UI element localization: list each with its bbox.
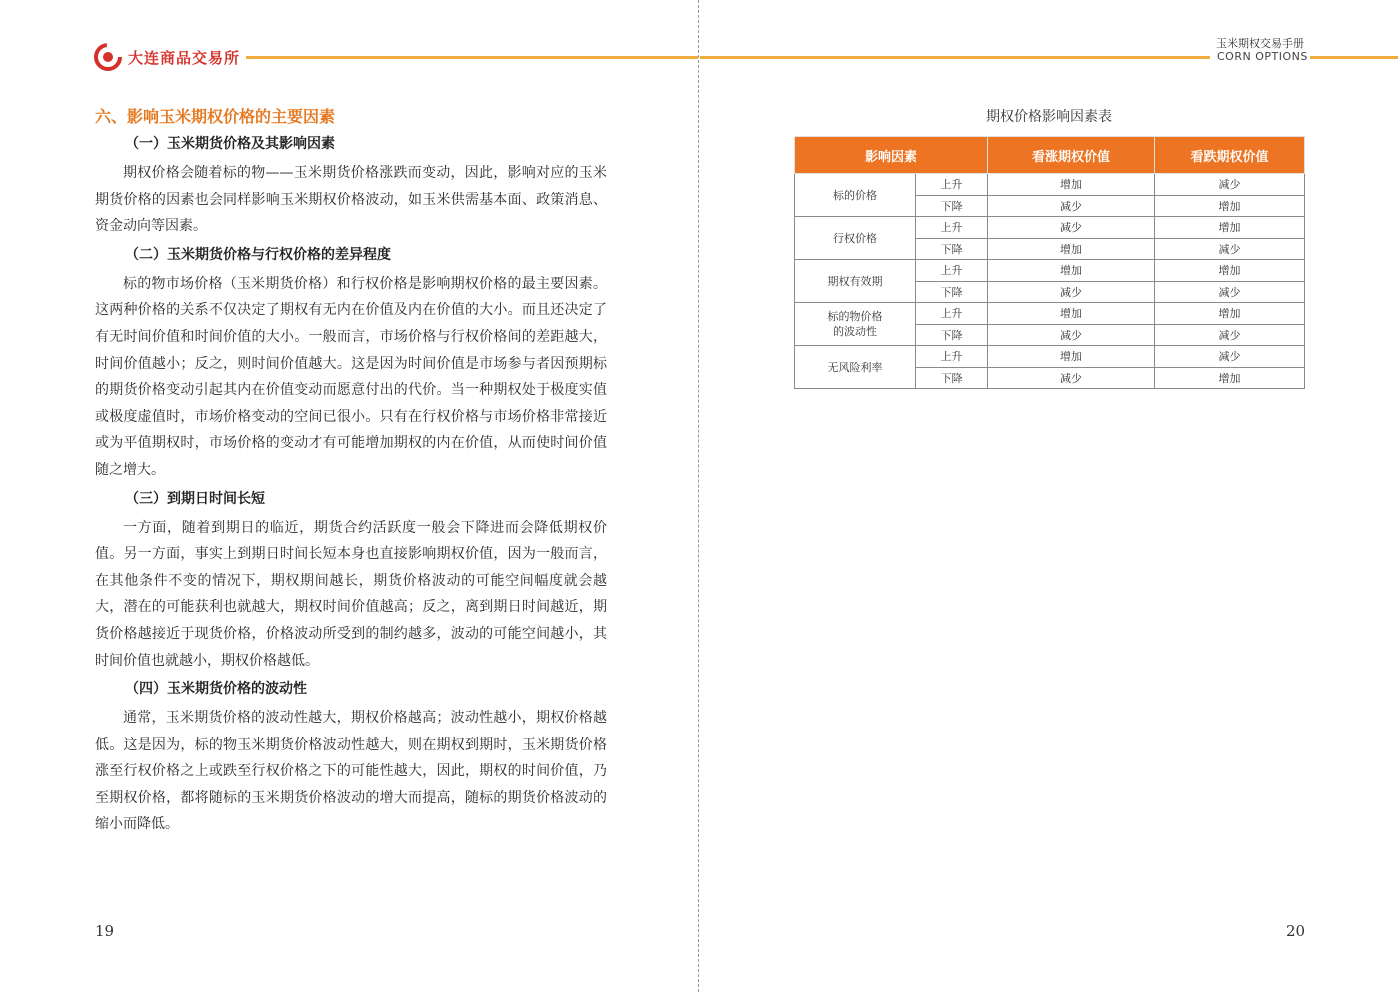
factor-cell: 行权价格 <box>795 217 916 260</box>
left-page-body <box>95 104 607 842</box>
paragraph-3: 一方面，随着到期日的临近，期货合约活跃度一般会下降进而会降低期权价值。另一方面，事实上到期日时间长短本身也直接影响期权价值，因为一般而言，在其他条件不变的情况下，期权期间越长，期货价格波动的可能空间幅度就会越大，潜在的可能获利也就越大，期权时间价值越高；反之，离到期日时间越近，期货价格越接近于现货价格，价格波动所受到的制约越多，波动的可能空间越小，其时间价值也就越小，期权价格越低。 <box>95 519 607 669</box>
direction-cell: 下降 <box>916 324 988 346</box>
call-effect-cell: 减少 <box>988 217 1155 239</box>
page-number-right: 20 <box>1286 922 1306 940</box>
call-effect-cell: 减少 <box>988 367 1155 389</box>
exchange-logo-icon <box>93 42 123 72</box>
section-title: 六、影响玉米期权价格的主要因素 <box>95 107 336 126</box>
subsection-title-4: （四）玉米期货价格的波动性 <box>125 681 307 698</box>
call-effect-cell: 增加 <box>988 303 1155 325</box>
direction-cell: 上升 <box>916 174 988 196</box>
paragraph-1: 期权价格会随着标的物——玉米期货价格涨跌而变动，因此，影响对应的玉米期货价格的因素也会同样影响玉米期权价格波动，如玉米供需基本面、政策消息、资金动向等因素。 <box>95 165 607 235</box>
put-effect-cell: 增加 <box>1155 303 1305 325</box>
factor-cell: 期权有效期 <box>795 260 916 303</box>
table-row <box>795 303 1305 325</box>
call-effect-cell: 增加 <box>988 260 1155 282</box>
handbook-subtitle: CORN OPTIONS <box>1217 50 1308 63</box>
header-rule-left <box>246 56 698 59</box>
header-factor: 影响因素 <box>795 137 988 174</box>
call-effect-cell: 增加 <box>988 346 1155 368</box>
direction-cell: 下降 <box>916 281 988 303</box>
call-effect-cell: 减少 <box>988 281 1155 303</box>
put-effect-cell: 减少 <box>1155 346 1305 368</box>
call-effect-cell: 增加 <box>988 174 1155 196</box>
direction-cell: 下降 <box>916 238 988 260</box>
table-row <box>795 174 1305 196</box>
page-fold-divider <box>698 0 699 992</box>
factor-cell-label: 标的物价格的波动性 <box>827 310 883 338</box>
factor-table <box>794 136 1305 389</box>
put-effect-cell: 增加 <box>1155 260 1305 282</box>
header-call-value: 看涨期权价值 <box>988 137 1155 174</box>
exchange-name: 大连商品交易所 <box>128 49 241 67</box>
paragraph-2: 标的物市场价格（玉米期货价格）和行权价格是影响期权价格的最主要因素。这两种价格的关系不仅决定了期权有无内在价值及内在价值的大小。而且还决定了有无时间价值和时间价值的大小。一般而言，市场价格与行权价格间的差距越大，时间价值越小；反之，则时间价值越大。这是因为时间价值是市场参与者因预期标的期货价格变动引起其内在价值变动而愿意付出的代价。当一种期权处于极度实值或极度虚值时，市场价格变动的空间已很小。只有在行权价格与市场价格非常接近或为平值期权时，市场价格的变动才有可能增加期权的内在价值，从而使时间价值随之增大。 <box>95 275 607 478</box>
subsection-title-1: （一）玉米期货价格及其影响因素 <box>125 136 335 152</box>
factor-cell: 标的价格 <box>795 174 916 217</box>
table-row <box>795 217 1305 239</box>
header-rule-right <box>700 56 1210 59</box>
table-row <box>795 260 1305 282</box>
subsection-title-2: （二）玉米期货价格与行权价格的差异程度 <box>125 246 391 263</box>
table-row <box>795 346 1305 368</box>
direction-cell: 上升 <box>916 303 988 325</box>
direction-cell: 下降 <box>916 195 988 217</box>
factor-cell: 无风险利率 <box>795 346 916 389</box>
call-effect-cell: 减少 <box>988 324 1155 346</box>
page-number-left: 19 <box>95 922 115 940</box>
direction-cell: 上升 <box>916 217 988 239</box>
put-effect-cell: 增加 <box>1155 367 1305 389</box>
call-effect-cell: 增加 <box>988 238 1155 260</box>
put-effect-cell: 减少 <box>1155 324 1305 346</box>
paragraph-4: 通常，玉米期货价格的波动性越大，期权价格越高；波动性越小，期权价格越低。这是因为，标的物玉米期货价格波动性越大，则在期权到期时，玉米期货价格涨至行权价格之上或跌至行权价格之下的可能性越大，因此，期权的时间价值，乃至期权价格，都将随标的玉米期货价格波动的增大而提高，随标的期货价格波动的缩小而降低。 <box>95 710 607 833</box>
direction-cell: 下降 <box>916 367 988 389</box>
direction-cell: 上升 <box>916 260 988 282</box>
factor-cell <box>795 303 916 346</box>
table-header-row <box>795 137 1305 174</box>
put-effect-cell: 增加 <box>1155 217 1305 239</box>
put-effect-cell: 增加 <box>1155 195 1305 217</box>
direction-cell: 上升 <box>916 346 988 368</box>
put-effect-cell: 减少 <box>1155 238 1305 260</box>
call-effect-cell: 减少 <box>988 195 1155 217</box>
header-rule-far-right <box>1310 56 1398 59</box>
put-effect-cell: 减少 <box>1155 174 1305 196</box>
table-caption: 期权价格影响因素表 <box>986 109 1112 125</box>
header-put-value: 看跌期权价值 <box>1155 137 1305 174</box>
subsection-title-3: （三）到期日时间长短 <box>125 490 265 507</box>
handbook-title: 玉米期权交易手册 <box>1216 37 1304 50</box>
put-effect-cell: 减少 <box>1155 281 1305 303</box>
